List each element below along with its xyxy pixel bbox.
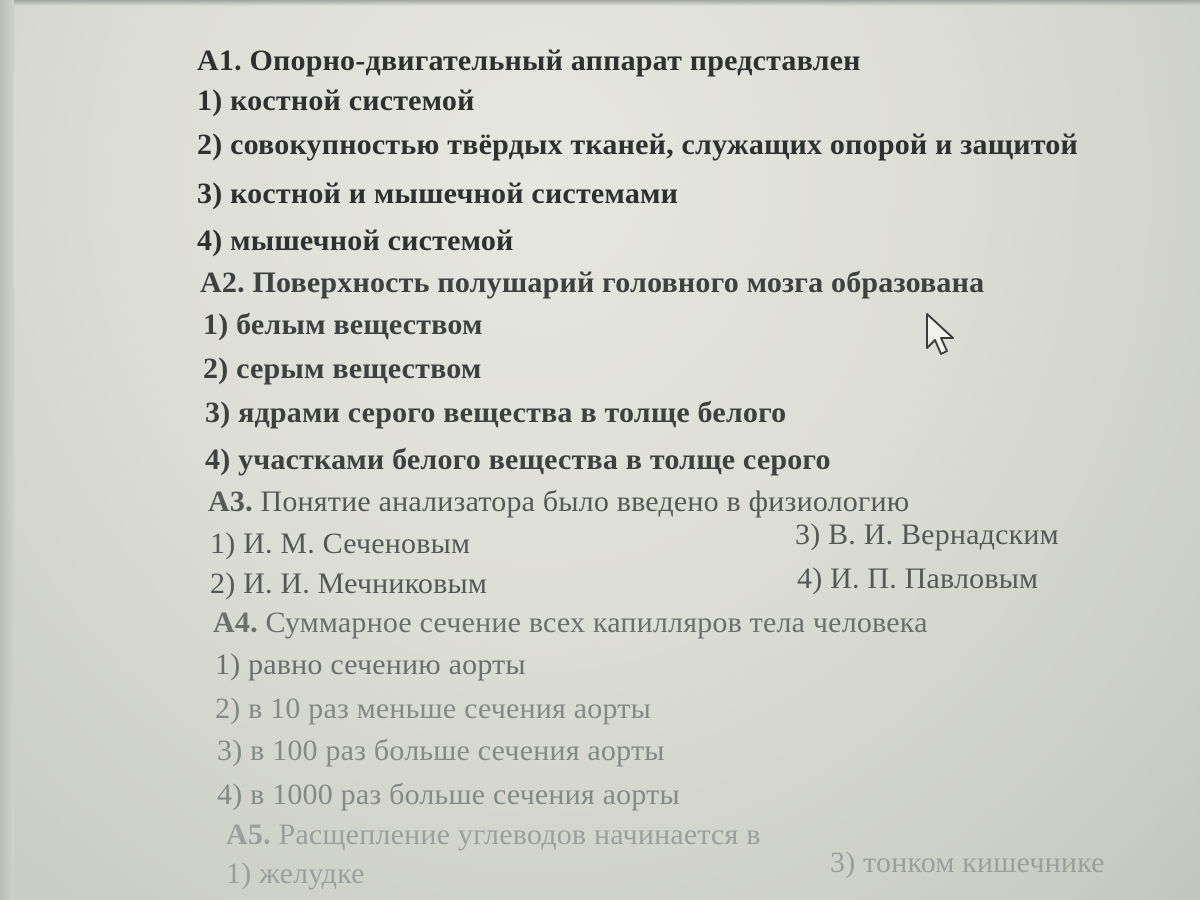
mouse-pointer-icon bbox=[925, 312, 957, 356]
question-a2 bbox=[200, 266, 984, 300]
answer-a1-1: 1) костной системой bbox=[197, 84, 475, 117]
question-text: Поверхность полушарий головного мозга образована bbox=[252, 266, 985, 299]
answer-a4-2: 2) в 10 раз меньше сечения аорты bbox=[215, 692, 651, 725]
answer-a2-4: 4) участками белого вещества в толще серого bbox=[205, 443, 831, 476]
answer-a5-3: 3) тонком кишечнике bbox=[830, 846, 1105, 879]
answer-a3-4: 4) И. П. Павловым bbox=[797, 562, 1039, 595]
answer-a2-3: 3) ядрами серого вещества в толще белого bbox=[205, 396, 787, 429]
screen-left-edge bbox=[0, 0, 14, 900]
answer-a4-4: 4) в 1000 раз больше сечения аорты bbox=[217, 778, 680, 811]
question-a5 bbox=[226, 818, 761, 852]
answer-a2-1: 1) белым веществом bbox=[203, 308, 483, 341]
question-a1 bbox=[197, 44, 861, 78]
answer-a5-1: 1) желудке bbox=[226, 857, 365, 890]
answer-a3-3: 3) В. И. Вернадским bbox=[795, 518, 1059, 551]
answer-a1-2: 2) совокупностью твёрдых тканей, служащих опорой и защитой bbox=[197, 128, 1078, 161]
answer-a3-1: 1) И. М. Сеченовым bbox=[210, 527, 471, 560]
question-text: Опорно-двигательный аппарат представлен bbox=[249, 44, 861, 77]
question-number: A2. bbox=[200, 266, 245, 299]
answer-a4-1: 1) равно сечению аорты bbox=[215, 648, 526, 681]
question-number: A4. bbox=[213, 606, 258, 639]
answer-a1-3: 3) костной и мышечной системами bbox=[197, 177, 679, 210]
question-number: A1. bbox=[197, 44, 242, 77]
question-number: A5. bbox=[226, 818, 271, 851]
question-a3 bbox=[208, 485, 909, 519]
answer-a3-2: 2) И. И. Мечниковым bbox=[210, 567, 488, 600]
question-number: A3. bbox=[208, 485, 253, 518]
question-text: Суммарное сечение всех капилляров тела человека bbox=[265, 606, 928, 639]
screen-top-edge bbox=[0, 0, 1200, 6]
question-a4 bbox=[213, 606, 928, 640]
question-text: Понятие анализатора было введено в физиологию bbox=[260, 485, 910, 518]
question-text: Расщепление углеводов начинается в bbox=[278, 818, 761, 851]
answer-a4-3: 3) в 100 раз больше сечения аорты bbox=[217, 734, 665, 767]
answer-a2-2: 2) серым веществом bbox=[203, 352, 482, 385]
answer-a1-4: 4) мышечной системой bbox=[197, 224, 514, 257]
